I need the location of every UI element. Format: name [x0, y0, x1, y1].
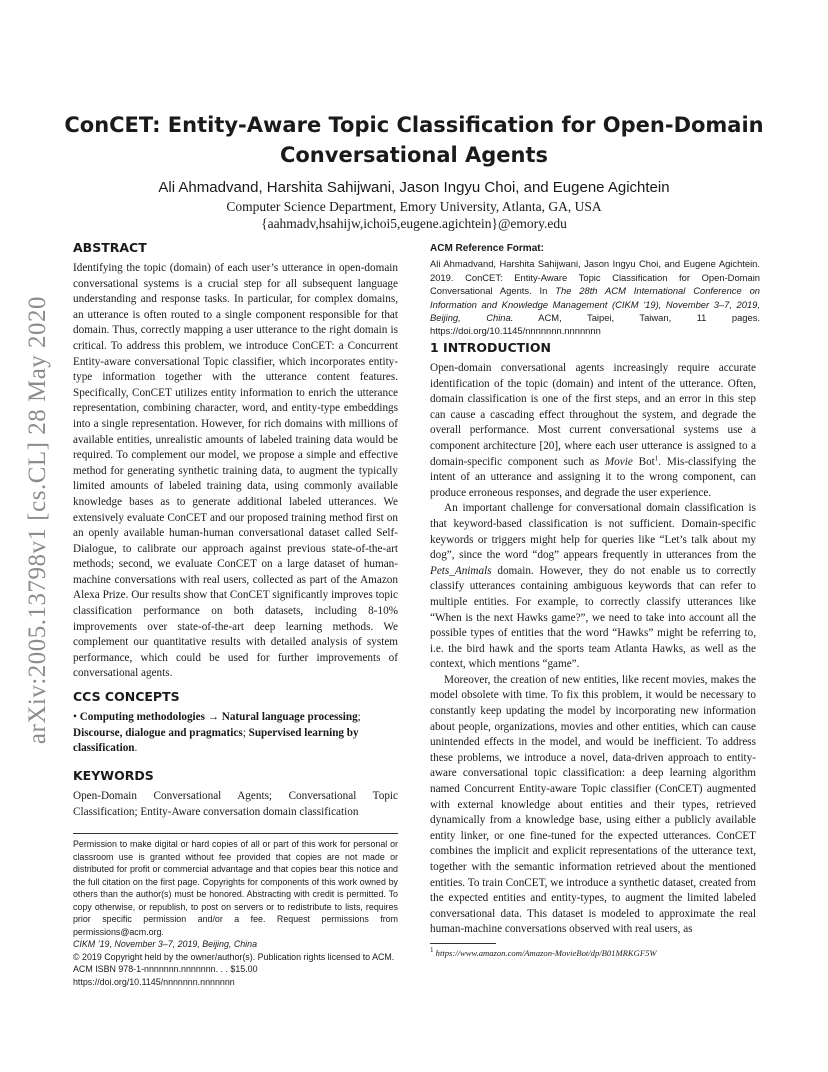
- keywords-heading: KEYWORDS: [73, 768, 154, 783]
- arxiv-id: arXiv:2005.13798v1 [cs.CL] 28 May 2020: [24, 295, 51, 745]
- ccs-item-4: Supervised learning by classification: [73, 726, 359, 755]
- arxiv-sidebar-stamp: [14, 280, 62, 760]
- abstract-body: [73, 261, 398, 682]
- reference-format-heading: ACM Reference Format:: [430, 243, 544, 254]
- ccs-separator-1: ;: [357, 711, 361, 723]
- ccs-item-1: Computing methodologies: [79, 711, 205, 723]
- ccs-arrow: →: [207, 711, 219, 723]
- introduction-heading: 1 INTRODUCTION: [430, 340, 551, 355]
- footnote: [430, 948, 756, 959]
- title-line-1: ConCET: Entity-Aware Topic Classification for Open-Domain: [64, 113, 764, 137]
- intro-paragraph-1: [430, 361, 756, 501]
- permission-venue: CIKM ’19, November 3–7, 2019, Beijing, China: [73, 939, 258, 949]
- abstract-heading: ABSTRACT: [73, 240, 147, 255]
- footnote-divider: [430, 943, 496, 944]
- intro-p2-domain: Pets_Animals: [430, 564, 492, 577]
- author-emails: {aahmadv,hsahijw,ichoi5,eugene.agichtein}@emory.edu: [261, 216, 567, 231]
- intro-paragraph-3: Moreover, the creation of new entities, like recent movies, makes the model obsolete with time. To fix this problem, it would be necessary to constantly keep updating the model by incorporating new information about people, organizations, movies and other entities, which can cause unintended effects in the model, and would be inefficient. To address these problems, we introduce a novel, data-driven approach to entity-aware conversational topic classification: a deep learning algorithm named Concurrent Entity-aware Topic classifier (ConCET) augmented with external knowledge about entities and their types, retrieved dynamically from a knowledge base, using either a publicly available entity linker, or one fine-tuned for the expected utterances. ConCET combines the implicit and explicit representations of the utterance text, together with the semantic information retrieved about the mentioned entities. To train ConCET, we introduce a synthetic dataset, created from the expected entities and entity-types, to augment the limited labeled conversational data. This dataset is modeled to approximate the real human-machine conversations observed with real users, as: [430, 673, 756, 936]
- reference-venue: The 28th ACM International Conference on Information and Knowledge Management (CIKM ’19), November 3–7, 2019, Beijing, China.: [430, 285, 760, 324]
- intro-p1-end: . Mis-classifying the intent of an utterance and assigning it to the wrong component, can produce erroneous responses, and degrade the user experience.: [430, 455, 756, 499]
- intro-p1-bot: Bot: [632, 455, 655, 468]
- keywords-text: Open-Domain Conversational Agents; Conversational Topic Classification; Entity-Aware conversation domain classification: [73, 790, 398, 818]
- permission-block: [73, 838, 398, 988]
- reference-format: [430, 242, 760, 338]
- footnote-number: 1: [430, 946, 434, 955]
- ccs-separator-2: ;: [242, 726, 249, 739]
- footnote-marker: 1: [654, 453, 659, 462]
- paper-title: [60, 110, 768, 170]
- ccs-item-2: Natural language processing: [221, 711, 358, 723]
- ccs-text: • Computing methodologies → Natural language processing; Discourse, dialogue and pragmatics; Supervised learning by classification.: [73, 711, 361, 755]
- author-list: Ali Ahmadvand, Harshita Sahijwani, Jason Ingyu Choi, and Eugene Agichtein: [158, 179, 670, 196]
- reference-citation: Ali Ahmadvand, Harshita Sahijwani, Jason Ingyu Choi, and Eugene Agichtein. 2019. ConCET: Entity-Aware Topic Classification for Open-Domain Conversational Agents. In: [430, 258, 760, 297]
- abstract-text: Identifying the topic (domain) of each user’s utterance in open-domain conversational systems is a crucial step for all subsequent language understanding and response tasks. In particular, for complex domains, an utterance is often routed to a single component responsible for that domain. Thus, correctly mapping a user utterance to the right domain is critical. To address this problem, we introduce ConCET: a Concurrent Entity-aware conversational Topic classifier, which incorporates entity-type information together with the utterance content features. Specifically, ConCET utilizes entity information to enrich the utterance representation, combining character, word, and entity-type embeddings into a single representation. However, for rich domains with millions of available entities, unrealistic amounts of labeled training data would be required. To complement our model, we propose a simple and effective method for generating synthetic training data, to augment the typically limited amounts of labeled training data, using commonly available knowledge bases as to generate additional labeled utterances. We extensively evaluate ConCET and our proposed training method first on an openly available human-human conversational dataset called Self-Dialogue, to calibrate our approach against previous state-of-the-art methods; second, we evaluate ConCET on a large dataset of human-machine conversations with real users, collected as part of the Amazon Alexa Prize. Our results show that ConCET significantly improves topic classification performance on both datasets, including 8-10% improvements over state-of-the-art deep learning methods. We complement our quantitative results with detailed analysis of system performance, which could be used for further improvements of conversational agents.: [73, 262, 398, 680]
- intro-p2-text-b: domain. However, they do not enable us to correctly classify utterances containing ambiguous keywords that can refer to multiple entities. For example, to correctly classify utterances like “When is the next Hawks game?”, we need to take into account all the possible types of entities that the word “Hawks” might be referring to, i.e. the bird hawk and the sports team Atlanta Hawks, as well as the context, which mentions “game”.: [430, 564, 756, 671]
- reference-format-text: [430, 257, 760, 337]
- affiliation: Computer Science Department, Emory University, Atlanta, GA, USA: [226, 199, 602, 214]
- ccs-body: [73, 710, 398, 757]
- permission-divider: [73, 833, 398, 834]
- introduction-body: [430, 361, 756, 938]
- intro-p2-text-a: An important challenge for conversational domain classification is that keyword-based classification is not sufficient. Domain-specific keywords or triggers might help for queries like “Let’s talk about my dog”, since the word “dog” appears frequently in utterances from the: [430, 502, 756, 562]
- intro-p1-movie: Movie: [604, 455, 633, 468]
- ccs-item-3: Discourse, dialogue and pragmatics: [73, 726, 243, 739]
- permission-text: Permission to make digital or hard copies of all or part of this work for personal or classroom use is granted without fee provided that copies are not made or distributed for profit or commercial advantage and that copies bear this notice and the full citation on the first page. Copyrights for components of this work owned by others than the author(s) must be honored. Abstracting with credit is permitted. To copy otherwise, or republish, to post on servers or to redistribute to lists, requires prior specific permission and/or a fee. Request permissions from permissions@acm.org.: [73, 839, 398, 937]
- keywords-body: [73, 789, 398, 820]
- permission-copyright: © 2019 Copyright held by the owner/author(s). Publication rights licensed to ACM.: [73, 951, 395, 962]
- affiliation-block: [60, 198, 768, 232]
- title-line-2: Conversational Agents: [279, 143, 549, 167]
- ccs-heading: CCS CONCEPTS: [73, 689, 180, 704]
- reference-publisher: ACM, Taipei, Taiwan, 11 pages. https://doi.org/10.1145/nnnnnnn.nnnnnnn: [430, 312, 761, 337]
- intro-p1-text: Open-domain conversational agents increasingly require accurate identification of the topic (domain) and intent of the utterance. Often, domain classification is one of the first steps, and an error in this step can cause a cascading effect throughout the system, and degrade the overall performance. Most current conversational systems use a component architecture [20], where each user utterance is assigned to a domain-specific component such as: [430, 362, 756, 468]
- permission-doi: https://doi.org/10.1145/nnnnnnn.nnnnnnn: [73, 976, 235, 987]
- footnote-url: https://www.amazon.com/Amazon-MovieBot/dp/B01MRKGF5W: [435, 948, 657, 958]
- ccs-end: .: [134, 742, 138, 755]
- intro-paragraph-2: [430, 501, 756, 673]
- permission-isbn: ACM ISBN 978-1-nnnnnnn.nnnnnnn. . . $15.00: [73, 964, 258, 974]
